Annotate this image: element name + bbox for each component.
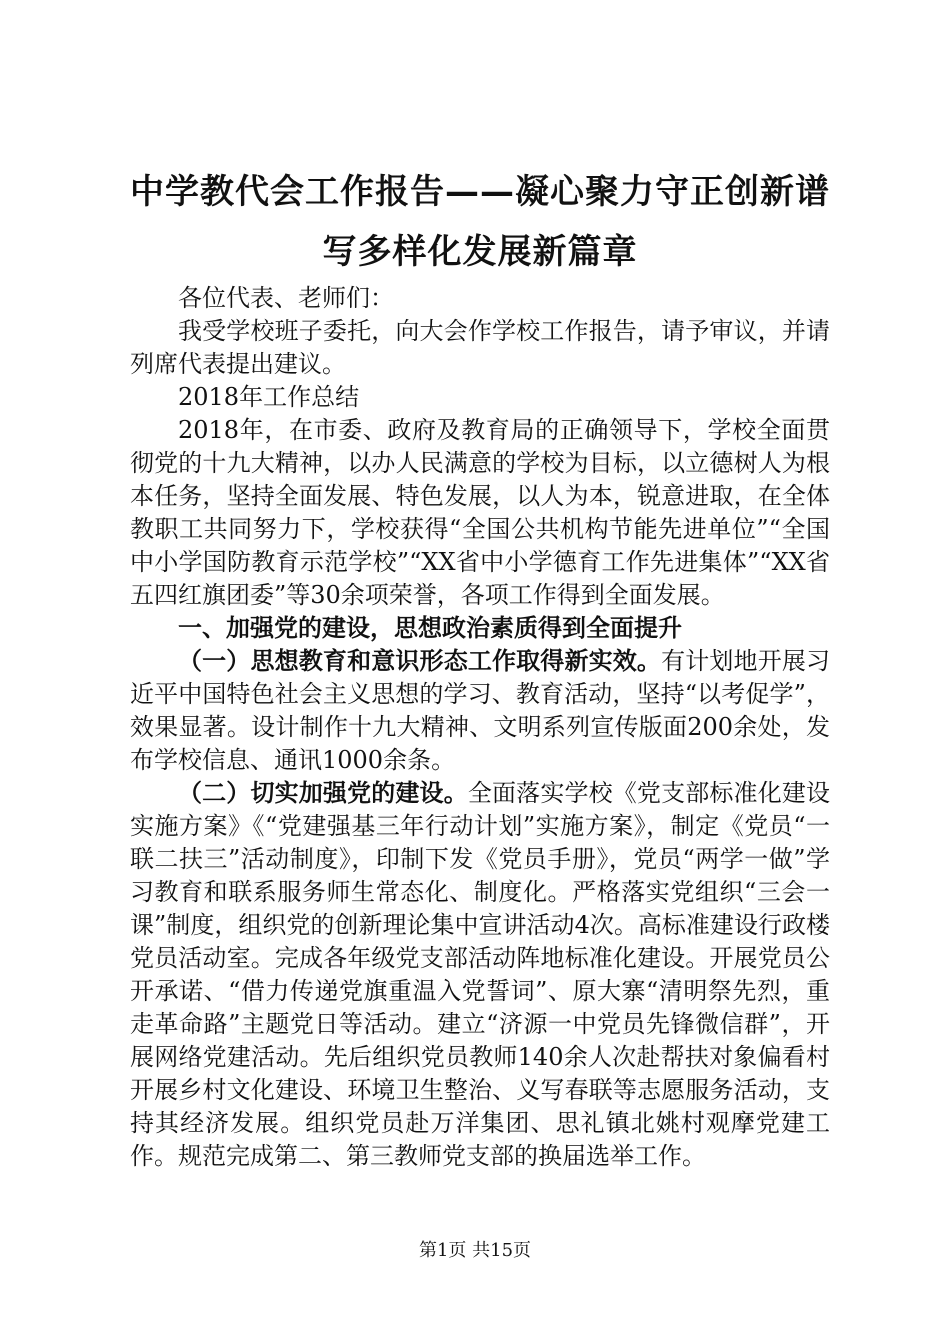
intro-paragraph: 我受学校班子委托，向大会作学校工作报告，请予审议，并请列席代表提出建议。 bbox=[130, 317, 830, 378]
item-1-lead: （一）思想教育和意识形态工作取得新实效。 bbox=[178, 647, 662, 675]
greeting-paragraph: 各位代表、老师们： bbox=[178, 284, 394, 312]
document-title: 中学教代会工作报告——凝心聚力守正创新谱写多样化发展新篇章 bbox=[130, 172, 830, 272]
item-2-text: 全面落实学校《党支部标准化建设实施方案》《“党建强基三年行动计划”实施方案》，制定《党员“一联二扶三”活动制度》，印制下发《党员手册》，党员“两学一做”学习教育和联系服务师生常态化、制度化。严格落实党组织“三会一课”制度，组织党的创新理论集中宣讲活动4次。高标准建设行政楼党员活动室。完成各年级党支部活动阵地标准化建设。开展党员公开承诺、“借力传递党旗重温入党誓词”、原大寨“清明祭先烈，重走革命路”主题党日等活动。建立“济源一中党员先锋微信群”，开展网络党建活动。先后组织党员教师140余人次赴帮扶对象偏看村开展乡村文化建设、环境卫生整治、义写春联等志愿服务活动，支持其经济发展。组织党员赴万洋集团、思礼镇北姚村观摩党建工作。规范完成第二、第三教师党支部的换届选举工作。 bbox=[130, 779, 831, 1170]
item-1-paragraph bbox=[130, 645, 830, 777]
item-2-lead: （二）切实加强党的建设。 bbox=[178, 779, 468, 807]
item-2-paragraph bbox=[130, 777, 830, 1173]
section-title: 2018年工作总结 bbox=[178, 383, 360, 411]
page-footer: 第1页 共15页 bbox=[418, 1240, 532, 1261]
heading-party-building: 一、加强党的建设，思想政治素质得到全面提升 bbox=[178, 614, 682, 642]
summary-paragraph: 2018年，在市委、政府及教育局的正确领导下，学校全面贯彻党的十九大精神，以办人民满意的学校为目标，以立德树人为根本任务，坚持全面发展、特色发展，以人为本，锐意进取，在全体教职工共同努力下，学校获得“全国公共机构节能先进单位”“全国中小学国防教育示范学校”“XX省中小学德育工作先进集体”“XX省五四红旗团委”等30余项荣誉，各项工作得到全面发展。 bbox=[130, 416, 830, 609]
document-body bbox=[130, 282, 830, 1173]
item-1-text: 有计划地开展习近平中国特色社会主义思想的学习、教育活动，坚持“以考促学”，效果显著。设计制作十九大精神、文明系列宣传版面200余处，发布学校信息、通讯1000余条。 bbox=[130, 647, 831, 774]
document-page bbox=[130, 150, 830, 1173]
